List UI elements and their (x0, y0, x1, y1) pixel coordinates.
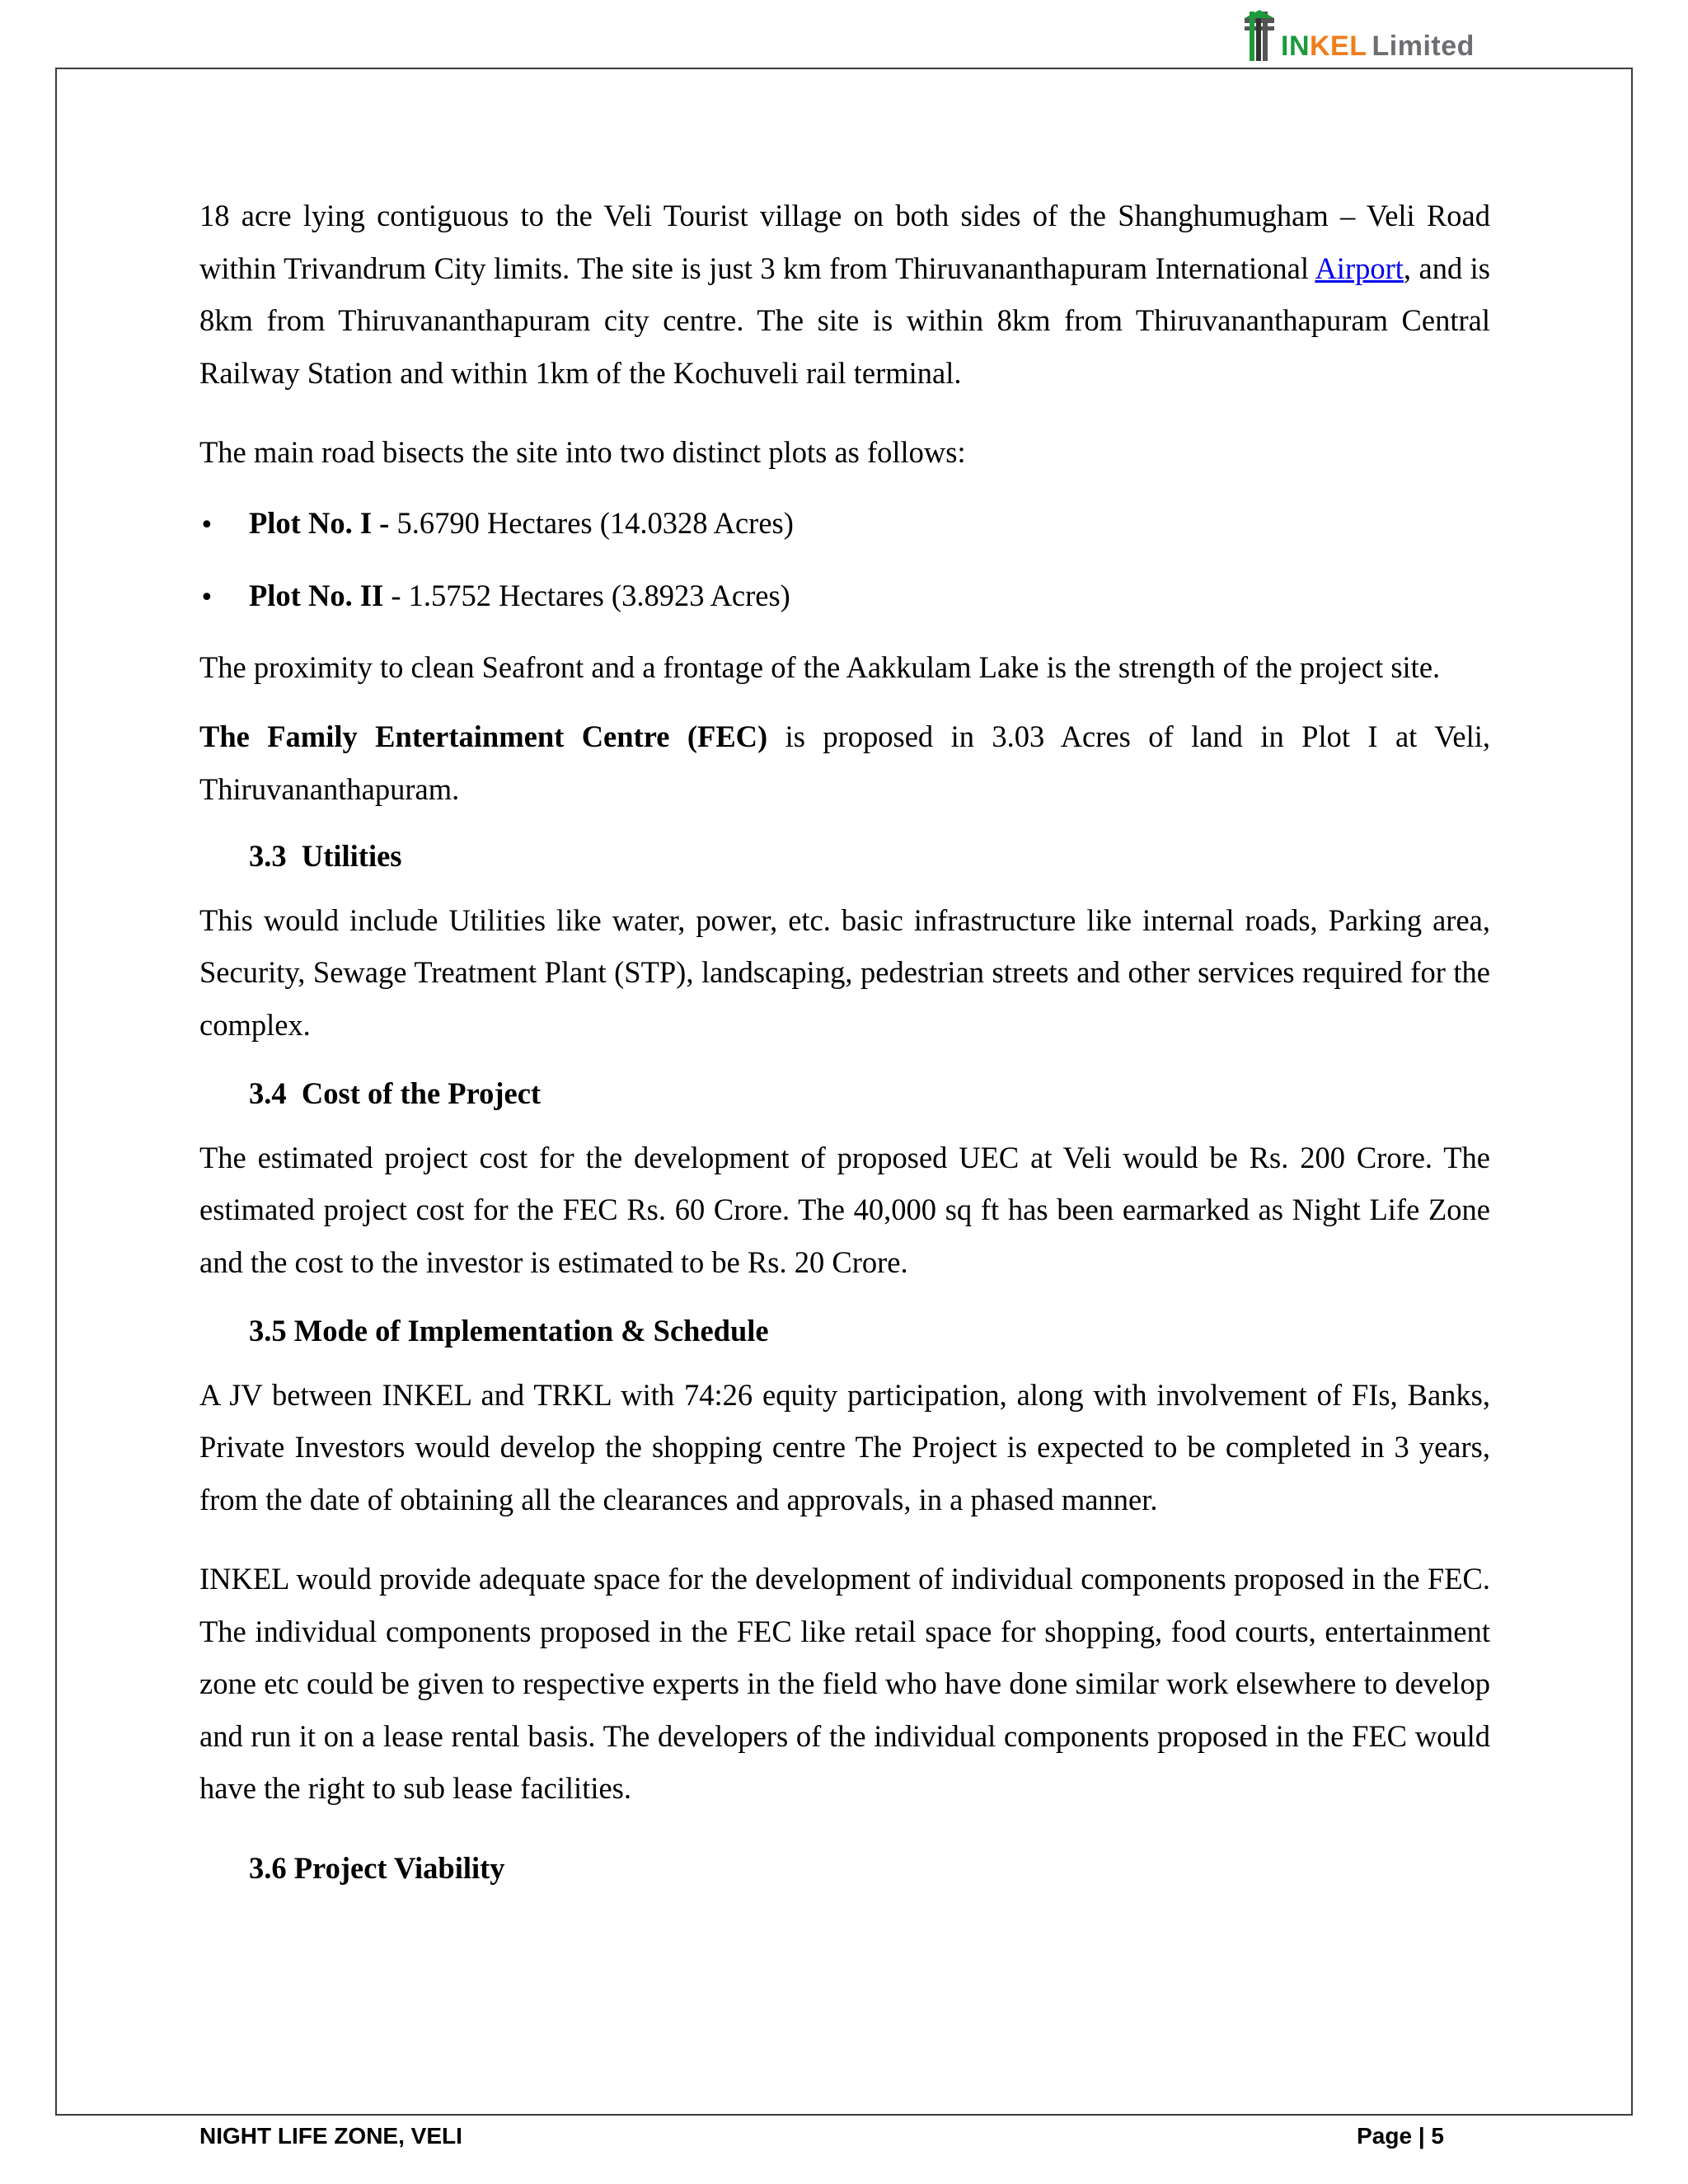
section-heading-3-6: 3.6 Project Viability (249, 1850, 505, 1885)
document-body (199, 190, 1490, 1894)
cost-paragraph: The estimated project cost for the development of proposed UEC at Veli would be Rs. 200 Crore. The estimated project cost for the FEC Rs. 60 Crore. The 40,000 sq ft has been earmarked as Night Life Zone and the cost to the investor is estimated to be Rs. 20 Crore. (199, 1140, 1490, 1279)
utilities-paragraph: This would include Utilities like water, power, etc. basic infrastructure like internal roads, Parking area, Security, Sewage Treatment Plant (STP), landscaping, pedestrian streets and other services required for the complex. (199, 902, 1490, 1042)
fec-paragraph: The Family Entertainment Centre (FEC) is proposed in 3.03 Acres of land in Plot I at Veli, Thiruvananthapuram. (199, 719, 1490, 806)
list-item: • Plot No. II - 1.5752 Hectares (3.8923 Acres) (199, 569, 1490, 625)
section-heading-3-4: 3.4 Cost of the Project (249, 1076, 542, 1110)
inkel-space-paragraph: INKEL would provide adequate space for the development of individual components proposed in the FEC. The individual components proposed in the FEC like retail space for shopping, food courts, entertainment zone etc could be given to respective experts in the field who have done similar work elsewhere to develop and run it on a lease rental basis. The developers of the individual components proposed in the FEC would have the right to sub lease facilities. (199, 1562, 1490, 1805)
company-logo (1241, 5, 1475, 63)
bullet-icon: • (199, 583, 214, 612)
page-number: Page | 5 (1357, 2123, 1444, 2149)
page-footer (199, 2115, 1444, 2158)
inkel-logo-icon (1241, 10, 1278, 63)
site-description-paragraph: 18 acre lying contiguous to the Veli Tourist village on both sides of the Shanghumugham – Veli Road within Trivandrum City limits. The site is just 3 km from Thiruvananthapuram International Airport, and is 8km from Thiruvananthapuram city centre. The site is within 8km from Thiruvananthapuram Central Railway Station and within 1km of the Kochuveli rail terminal. (199, 199, 1491, 390)
logo-wordmark: INKEL Limited (1281, 30, 1475, 62)
plots-intro-paragraph: The main road bisects the site into two distinct plots as follows: (199, 435, 966, 469)
footer-title: NIGHT LIFE ZONE, VELI (199, 2123, 462, 2149)
list-item: • Plot No. I - 5.6790 Hectares (14.0328 Acres) (199, 497, 1490, 552)
bullet-icon: • (199, 510, 214, 540)
airport-link[interactable]: Airport (1315, 251, 1404, 285)
proximity-paragraph: The proximity to clean Seafront and a frontage of the Aakkulam Lake is the strength of the project site. (199, 649, 1441, 684)
implementation-paragraph: A JV between INKEL and TRKL with 74:26 equity participation, along with involvement of FIs, Banks, Private Investors would develop the shopping centre The Project is expected to be completed in 3 years, from the date of obtaining all the clearances and approvals, in a phased manner. (199, 1377, 1490, 1516)
section-heading-3-3: 3.3 Utilities (249, 839, 402, 873)
section-heading-3-5: 3.5 Mode of Implementation & Schedule (249, 1314, 769, 1347)
